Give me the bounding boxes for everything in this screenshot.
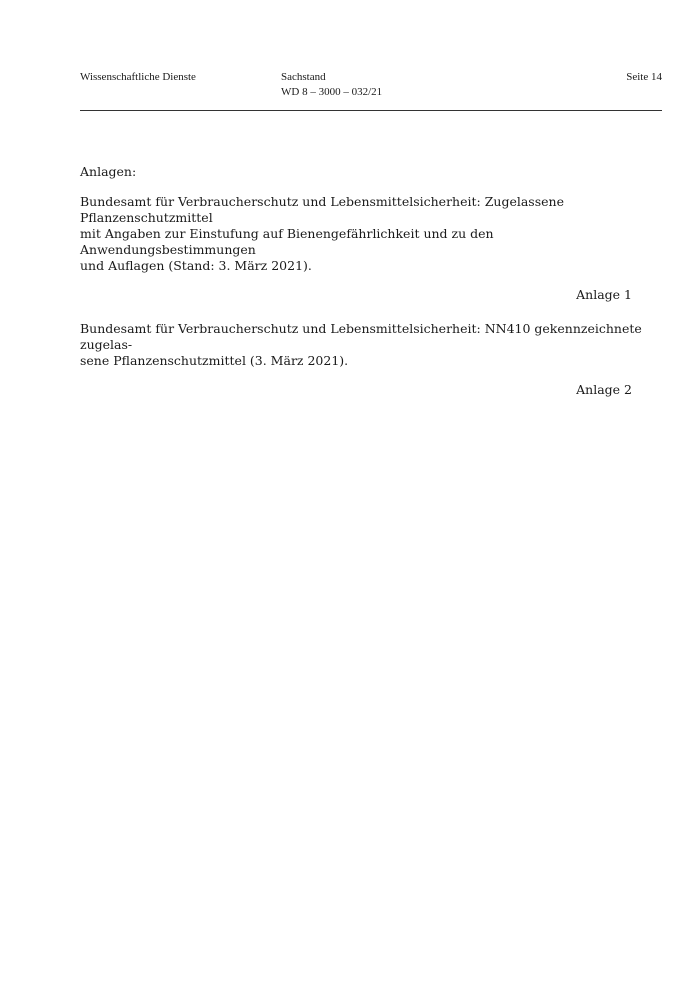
page-number: Seite 14: [626, 71, 662, 83]
document-type: Sachstand: [281, 71, 326, 83]
attachments-section: [80, 164, 645, 416]
attachment-entry-1: [80, 194, 645, 303]
attachment-label: Anlage 1: [576, 287, 632, 302]
header-divider: [80, 110, 662, 111]
page-header: [80, 70, 662, 112]
section-heading: Anlagen:: [80, 164, 137, 179]
attachment-description-line: sene Pflanzenschutzmittel (3. März 2021).: [80, 353, 349, 368]
attachment-description-line: und Auflagen (Stand: 3. März 2021).: [80, 258, 312, 273]
attachment-label: Anlage 2: [576, 382, 632, 397]
attachment-description-line: mit Angaben zur Einstufung auf Bienengefährlichkeit und zu den Anwendungsbestimmungen: [80, 226, 494, 257]
document-number: WD 8 – 3000 – 032/21: [281, 86, 383, 98]
attachment-description: [80, 194, 645, 274]
attachment-description-line: Bundesamt für Verbraucherschutz und Lebensmittelsicherheit: NN410 gekennzeichnete zugelas-: [80, 321, 642, 352]
attachment-entry-2: [80, 321, 645, 398]
document-info: [281, 70, 382, 100]
attachment-description: [80, 321, 645, 369]
attachment-description-line: Bundesamt für Verbraucherschutz und Lebensmittelsicherheit: Zugelassene Pflanzenschutzmittel: [80, 194, 564, 225]
institution-name: Wissenschaftliche Dienste: [80, 71, 196, 83]
